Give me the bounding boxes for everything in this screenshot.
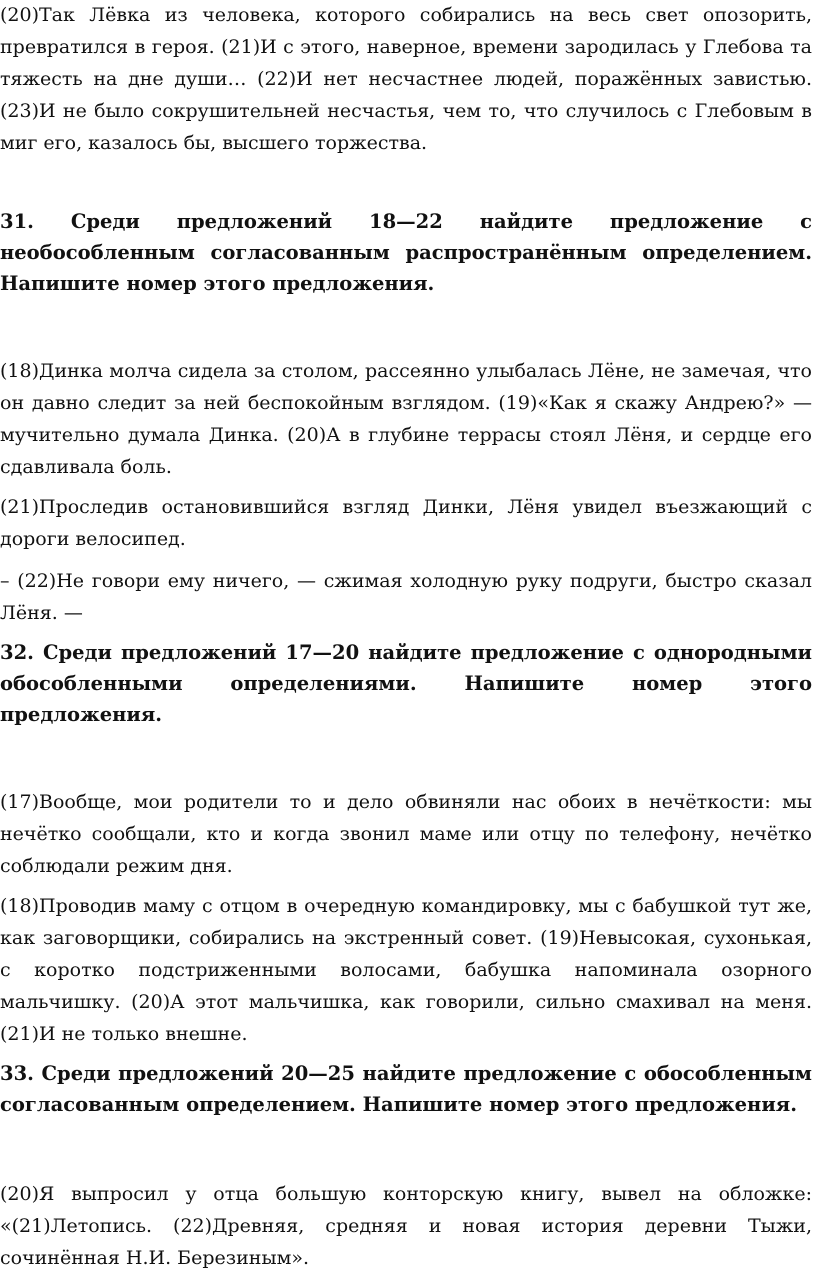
text-paragraph: (21)Проследив остановившийся взгляд Динки, Лёня увидел въезжающий с дороги велосипед. <box>0 496 812 550</box>
text-paragraph: (20)Так Лёвка из человека, которого собирались на весь свет опозорить, превратился в героя. (21)И с этого, наверное, времени зародилась у Глебова та тяжесть на дне души… (22)И нет несчастнее людей, поражённых завистью. (23)И не было сокрушительней несчастья, чем то, что случилось с Глебовым в миг его, казалось бы, высшего торжества. <box>0 4 812 154</box>
question-32: 32. Среди предложений 17—20 найдите предложение с однородными обособленными определениями. Напишите номер этого предложения. <box>0 641 812 726</box>
question-33: 33. Среди предложений 20—25 найдите предложение с обособленным согласованным определением. Напишите номер этого предложения. <box>0 1062 812 1116</box>
text-paragraph: (20)Я выпросил у отца большую конторскую книгу, вывел на обложке: «(21)Летопись. (22)Древняя, средняя и новая история деревни Тыжи, сочинённая Н.И. Березиным». <box>0 1183 812 1269</box>
question-31: 31. Среди предложений 18—22 найдите предложение с необособленным согласованным распространённым определением. Напишите номер этого предложения. <box>0 210 812 295</box>
text-paragraph: (18)Проводив маму с отцом в очередную командировку, мы с бабушкой тут же, как заговорщики, собирались на экстренный совет. (19)Невысокая, сухонькая, с коротко подстриженными волосами, бабушка напоминала озорного мальчишку. (20)А этот мальчишка, как говорили, сильно смахивал на меня. (21)И не только внешне. <box>0 895 812 1045</box>
text-paragraph: (18)Динка молча сидела за столом, рассеянно улыбалась Лёне, не замечая, что он давно следит за ней беспокойным взглядом. (19)«Как я скажу Андрею?» — мучительно думала Динка. (20)А в глубине террасы стоял Лёня, и сердце его сдавливала боль. <box>0 360 812 478</box>
text-paragraph: (17)Вообще, мои родители то и дело обвиняли нас обоих в нечёткости: мы нечётко сообщали, кто и когда звонил маме или отцу по телефону, нечётко соблюдали режим дня. <box>0 791 812 877</box>
text-paragraph: – (22)Не говори ему ничего, — сжимая холодную руку подруги, быстро сказал Лёня. — <box>0 570 812 624</box>
